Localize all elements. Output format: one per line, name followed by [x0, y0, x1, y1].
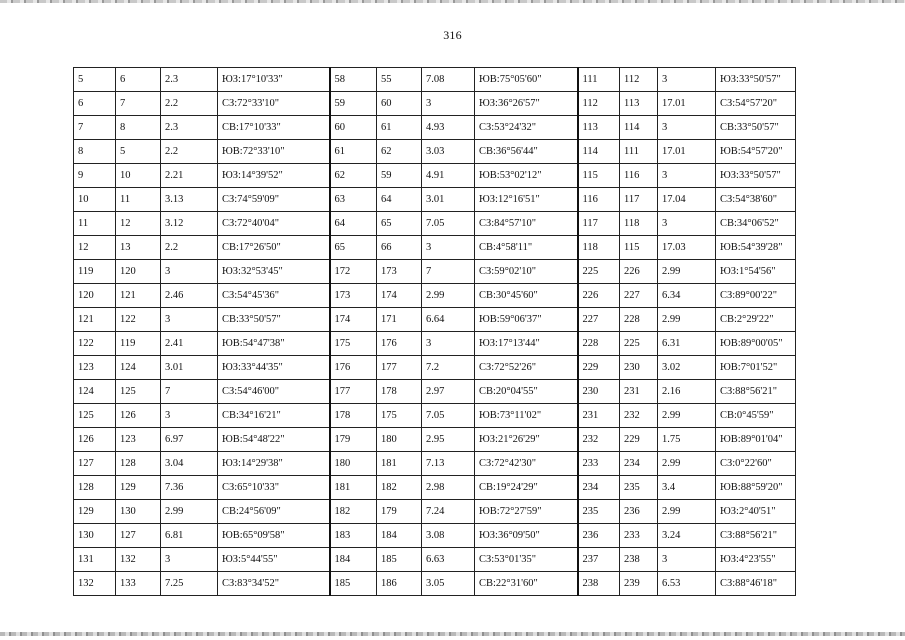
cell-bearing: ЮВ:89°01'04" [716, 428, 796, 452]
cell-bearing: ЮВ:65°09'58" [218, 524, 330, 548]
cell-distance: 6.34 [658, 284, 716, 308]
cell-point-to: 118 [620, 212, 658, 236]
cell-point-from: 111 [578, 68, 620, 92]
cell-bearing: СЗ:53°01'35" [475, 548, 578, 572]
cell-point-to: 127 [116, 524, 161, 548]
cell-distance: 3.05 [422, 572, 475, 596]
cell-distance: 3 [658, 68, 716, 92]
cell-distance: 2.95 [422, 428, 475, 452]
cell-point-from: 59 [330, 92, 377, 116]
cell-distance: 6.63 [422, 548, 475, 572]
cell-point-to: 180 [377, 428, 422, 452]
cell-point-from: 184 [330, 548, 377, 572]
cell-point-from: 10 [74, 188, 116, 212]
cell-point-from: 63 [330, 188, 377, 212]
cell-distance: 17.04 [658, 188, 716, 212]
cell-point-from: 113 [578, 116, 620, 140]
cell-point-to: 227 [620, 284, 658, 308]
cell-point-from: 121 [74, 308, 116, 332]
cell-point-from: 120 [74, 284, 116, 308]
cell-point-from: 228 [578, 332, 620, 356]
cell-point-from: 9 [74, 164, 116, 188]
cell-point-from: 118 [578, 236, 620, 260]
cell-distance: 7.05 [422, 212, 475, 236]
table-row [74, 500, 796, 524]
cell-point-to: 55 [377, 68, 422, 92]
scan-edge-bottom [0, 632, 905, 636]
cell-point-to: 11 [116, 188, 161, 212]
cell-distance: 7.2 [422, 356, 475, 380]
cell-distance: 6.53 [658, 572, 716, 596]
cell-bearing: СВ:17°10'33" [218, 116, 330, 140]
cell-point-from: 231 [578, 404, 620, 428]
cell-point-from: 229 [578, 356, 620, 380]
cell-bearing: ЮЗ:12°16'51" [475, 188, 578, 212]
cell-point-to: 182 [377, 476, 422, 500]
cell-point-from: 112 [578, 92, 620, 116]
cell-point-from: 123 [74, 356, 116, 380]
cell-bearing: ЮВ:54°57'20" [716, 140, 796, 164]
table-row [74, 356, 796, 380]
table-row [74, 380, 796, 404]
cell-distance: 3.08 [422, 524, 475, 548]
cell-distance: 2.99 [658, 260, 716, 284]
cell-bearing: ЮВ:75°05'60" [475, 68, 578, 92]
cell-bearing: ЮЗ:36°26'57" [475, 92, 578, 116]
cell-point-to: 132 [116, 548, 161, 572]
cell-point-from: 114 [578, 140, 620, 164]
cell-point-from: 7 [74, 116, 116, 140]
cell-distance: 3 [422, 92, 475, 116]
cell-bearing: СВ:20°04'55" [475, 380, 578, 404]
cell-bearing: ЮВ:54°48'22" [218, 428, 330, 452]
cell-point-to: 62 [377, 140, 422, 164]
cell-point-from: 12 [74, 236, 116, 260]
cell-point-to: 5 [116, 140, 161, 164]
cell-point-to: 112 [620, 68, 658, 92]
cell-bearing: ЮВ:54°47'38" [218, 332, 330, 356]
cell-point-to: 228 [620, 308, 658, 332]
cell-distance: 2.41 [161, 332, 218, 356]
cell-bearing: СВ:17°26'50" [218, 236, 330, 260]
cell-bearing: СЗ:72°33'10" [218, 92, 330, 116]
cell-point-to: 61 [377, 116, 422, 140]
cell-point-to: 116 [620, 164, 658, 188]
cell-point-to: 184 [377, 524, 422, 548]
cell-point-from: 62 [330, 164, 377, 188]
table-row [74, 428, 796, 452]
cell-distance: 2.46 [161, 284, 218, 308]
cell-point-from: 130 [74, 524, 116, 548]
cell-point-to: 125 [116, 380, 161, 404]
cell-distance: 7.25 [161, 572, 218, 596]
cell-distance: 3.12 [161, 212, 218, 236]
cell-point-to: 128 [116, 452, 161, 476]
cell-bearing: ЮВ:89°00'05" [716, 332, 796, 356]
cell-point-from: 131 [74, 548, 116, 572]
cell-point-from: 116 [578, 188, 620, 212]
cell-point-from: 233 [578, 452, 620, 476]
cell-point-to: 122 [116, 308, 161, 332]
cell-bearing: СВ:34°16'21" [218, 404, 330, 428]
table-row [74, 476, 796, 500]
cell-point-to: 7 [116, 92, 161, 116]
table-row [74, 260, 796, 284]
cell-distance: 7.05 [422, 404, 475, 428]
cell-point-from: 185 [330, 572, 377, 596]
cell-bearing: ЮЗ:17°13'44" [475, 332, 578, 356]
cell-point-from: 183 [330, 524, 377, 548]
cell-point-from: 58 [330, 68, 377, 92]
cell-distance: 2.16 [658, 380, 716, 404]
cell-distance: 3.04 [161, 452, 218, 476]
cell-point-from: 172 [330, 260, 377, 284]
cell-point-to: 226 [620, 260, 658, 284]
cell-distance: 3.02 [658, 356, 716, 380]
cell-point-from: 60 [330, 116, 377, 140]
table-row [74, 332, 796, 356]
cell-point-from: 125 [74, 404, 116, 428]
cell-point-from: 126 [74, 428, 116, 452]
cell-distance: 3 [658, 116, 716, 140]
cell-bearing: СЗ:54°38'60" [716, 188, 796, 212]
cell-distance: 7.08 [422, 68, 475, 92]
cell-distance: 2.99 [161, 500, 218, 524]
cell-distance: 3 [422, 236, 475, 260]
cell-point-from: 115 [578, 164, 620, 188]
cell-point-to: 64 [377, 188, 422, 212]
cell-bearing: СЗ:65°10'33" [218, 476, 330, 500]
cell-distance: 3.13 [161, 188, 218, 212]
table-row [74, 284, 796, 308]
cell-bearing: ЮВ:72°27'59" [475, 500, 578, 524]
cell-bearing: СЗ:72°52'26" [475, 356, 578, 380]
cell-bearing: ЮЗ:4°23'55" [716, 548, 796, 572]
cell-bearing: СВ:24°56'09" [218, 500, 330, 524]
cell-bearing: СЗ:88°56'21" [716, 380, 796, 404]
cell-distance: 6.97 [161, 428, 218, 452]
cell-bearing: СЗ:0°22'60" [716, 452, 796, 476]
cell-distance: 2.2 [161, 92, 218, 116]
cell-point-to: 236 [620, 500, 658, 524]
cell-point-to: 231 [620, 380, 658, 404]
cell-point-to: 59 [377, 164, 422, 188]
cell-distance: 2.99 [658, 404, 716, 428]
cell-point-to: 178 [377, 380, 422, 404]
table-row [74, 116, 796, 140]
cell-distance: 7.24 [422, 500, 475, 524]
cell-point-from: 230 [578, 380, 620, 404]
cell-bearing: СЗ:88°56'21" [716, 524, 796, 548]
cell-distance: 2.99 [658, 452, 716, 476]
cell-point-to: 129 [116, 476, 161, 500]
cell-point-to: 126 [116, 404, 161, 428]
cell-point-from: 175 [330, 332, 377, 356]
cell-point-to: 13 [116, 236, 161, 260]
cell-point-from: 234 [578, 476, 620, 500]
cell-point-to: 121 [116, 284, 161, 308]
cell-bearing: ЮЗ:36°09'50" [475, 524, 578, 548]
cell-point-from: 129 [74, 500, 116, 524]
cell-bearing: СЗ:54°46'00" [218, 380, 330, 404]
cell-bearing: ЮВ:88°59'20" [716, 476, 796, 500]
cell-point-from: 225 [578, 260, 620, 284]
cell-distance: 2.97 [422, 380, 475, 404]
cell-point-from: 180 [330, 452, 377, 476]
cell-point-from: 8 [74, 140, 116, 164]
cell-point-from: 132 [74, 572, 116, 596]
cell-point-from: 226 [578, 284, 620, 308]
cell-point-from: 122 [74, 332, 116, 356]
cell-point-from: 61 [330, 140, 377, 164]
cell-distance: 6.31 [658, 332, 716, 356]
cell-point-to: 123 [116, 428, 161, 452]
cell-distance: 6.64 [422, 308, 475, 332]
table-row [74, 548, 796, 572]
cell-distance: 4.93 [422, 116, 475, 140]
cell-point-from: 124 [74, 380, 116, 404]
cell-bearing: ЮВ:72°33'10" [218, 140, 330, 164]
cell-point-from: 237 [578, 548, 620, 572]
cell-point-to: 232 [620, 404, 658, 428]
cell-bearing: СВ:2°29'22" [716, 308, 796, 332]
cell-bearing: СВ:34°06'52" [716, 212, 796, 236]
page-number: 316 [443, 28, 462, 42]
cell-distance: 2.21 [161, 164, 218, 188]
cell-distance: 3 [658, 212, 716, 236]
cell-point-to: 114 [620, 116, 658, 140]
cell-bearing: ЮЗ:32°53'45" [218, 260, 330, 284]
cell-point-to: 10 [116, 164, 161, 188]
cell-point-to: 181 [377, 452, 422, 476]
cell-distance: 2.99 [658, 308, 716, 332]
cell-bearing: СЗ:54°57'20" [716, 92, 796, 116]
cell-point-to: 130 [116, 500, 161, 524]
cell-point-to: 65 [377, 212, 422, 236]
cell-point-from: 177 [330, 380, 377, 404]
cell-point-from: 178 [330, 404, 377, 428]
cell-bearing: ЮЗ:1°54'56" [716, 260, 796, 284]
cell-bearing: ЮВ:54°39'28" [716, 236, 796, 260]
table-row [74, 92, 796, 116]
cell-point-to: 6 [116, 68, 161, 92]
scan-edge-top [0, 0, 905, 3]
cell-point-to: 124 [116, 356, 161, 380]
cell-bearing: ЮЗ:33°50'57" [716, 164, 796, 188]
cell-distance: 1.75 [658, 428, 716, 452]
cell-distance: 3 [422, 332, 475, 356]
cell-point-to: 133 [116, 572, 161, 596]
cell-point-from: 174 [330, 308, 377, 332]
cell-bearing: ЮЗ:14°29'38" [218, 452, 330, 476]
cell-distance: 3 [658, 548, 716, 572]
cell-point-to: 171 [377, 308, 422, 332]
cell-distance: 2.3 [161, 116, 218, 140]
cell-point-from: 127 [74, 452, 116, 476]
cell-distance: 2.2 [161, 236, 218, 260]
cell-point-from: 117 [578, 212, 620, 236]
cell-bearing: ЮЗ:33°44'35" [218, 356, 330, 380]
cell-bearing: СЗ:89°00'22" [716, 284, 796, 308]
cell-distance: 7.36 [161, 476, 218, 500]
cell-point-to: 119 [116, 332, 161, 356]
cell-distance: 3 [161, 308, 218, 332]
cell-point-from: 173 [330, 284, 377, 308]
table-row [74, 140, 796, 164]
cell-distance: 4.91 [422, 164, 475, 188]
cell-point-from: 176 [330, 356, 377, 380]
cell-bearing: СВ:33°50'57" [716, 116, 796, 140]
cell-distance: 3.01 [422, 188, 475, 212]
table-row [74, 452, 796, 476]
cell-bearing: СВ:4°58'11" [475, 236, 578, 260]
cell-distance: 3.24 [658, 524, 716, 548]
cell-point-to: 234 [620, 452, 658, 476]
cell-point-from: 6 [74, 92, 116, 116]
table-row [74, 188, 796, 212]
cell-point-from: 128 [74, 476, 116, 500]
cell-distance: 2.99 [422, 284, 475, 308]
cell-point-to: 179 [377, 500, 422, 524]
cell-point-from: 181 [330, 476, 377, 500]
cell-bearing: ЮЗ:33°50'57" [716, 68, 796, 92]
table-body [74, 68, 796, 596]
cell-bearing: СЗ:72°42'30" [475, 452, 578, 476]
cell-bearing: ЮЗ:5°44'55" [218, 548, 330, 572]
cell-point-to: 120 [116, 260, 161, 284]
cell-point-to: 176 [377, 332, 422, 356]
cell-bearing: СЗ:59°02'10" [475, 260, 578, 284]
cell-bearing: СЗ:72°40'04" [218, 212, 330, 236]
cell-point-from: 179 [330, 428, 377, 452]
cell-distance: 7 [161, 380, 218, 404]
table-row [74, 572, 796, 596]
cell-distance: 2.99 [658, 500, 716, 524]
table-row [74, 68, 796, 92]
cell-point-to: 239 [620, 572, 658, 596]
cell-distance: 3 [161, 548, 218, 572]
cell-distance: 17.01 [658, 140, 716, 164]
table-row [74, 212, 796, 236]
cell-point-to: 229 [620, 428, 658, 452]
table-row [74, 236, 796, 260]
cell-bearing: СЗ:53°24'32" [475, 116, 578, 140]
cell-point-from: 235 [578, 500, 620, 524]
cell-distance: 7.13 [422, 452, 475, 476]
cell-point-to: 230 [620, 356, 658, 380]
cell-point-to: 175 [377, 404, 422, 428]
cell-bearing: СЗ:74°59'09" [218, 188, 330, 212]
table-row [74, 164, 796, 188]
cell-point-to: 233 [620, 524, 658, 548]
cell-distance: 17.03 [658, 236, 716, 260]
cell-point-to: 115 [620, 236, 658, 260]
cell-bearing: СЗ:88°46'18" [716, 572, 796, 596]
table-row [74, 308, 796, 332]
cell-point-to: 177 [377, 356, 422, 380]
cell-point-to: 185 [377, 548, 422, 572]
cell-bearing: СЗ:83°34'52" [218, 572, 330, 596]
cell-point-to: 174 [377, 284, 422, 308]
cell-point-to: 60 [377, 92, 422, 116]
cell-bearing: СВ:0°45'59" [716, 404, 796, 428]
cell-bearing: СВ:36°56'44" [475, 140, 578, 164]
cell-bearing: ЮЗ:2°40'51" [716, 500, 796, 524]
cell-distance: 6.81 [161, 524, 218, 548]
cell-point-from: 11 [74, 212, 116, 236]
cell-point-from: 64 [330, 212, 377, 236]
cell-bearing: СЗ:84°57'10" [475, 212, 578, 236]
cell-bearing: ЮЗ:17°10'33" [218, 68, 330, 92]
cell-bearing: СВ:30°45'60" [475, 284, 578, 308]
cell-point-to: 186 [377, 572, 422, 596]
cell-bearing: ЮЗ:14°39'52" [218, 164, 330, 188]
cell-distance: 3 [161, 404, 218, 428]
cell-distance: 2.3 [161, 68, 218, 92]
cell-bearing: СВ:33°50'57" [218, 308, 330, 332]
cell-bearing: ЮЗ:21°26'29" [475, 428, 578, 452]
cell-point-to: 173 [377, 260, 422, 284]
cell-point-from: 119 [74, 260, 116, 284]
cell-distance: 2.2 [161, 140, 218, 164]
cell-distance: 3.03 [422, 140, 475, 164]
cell-point-to: 12 [116, 212, 161, 236]
cell-point-from: 232 [578, 428, 620, 452]
cell-distance: 3 [161, 260, 218, 284]
cell-point-to: 8 [116, 116, 161, 140]
cell-point-from: 227 [578, 308, 620, 332]
cell-point-from: 5 [74, 68, 116, 92]
cell-distance: 2.98 [422, 476, 475, 500]
table-row [74, 524, 796, 548]
cell-point-to: 113 [620, 92, 658, 116]
cell-bearing: ЮВ:53°02'12" [475, 164, 578, 188]
cell-point-to: 117 [620, 188, 658, 212]
cell-point-to: 111 [620, 140, 658, 164]
cell-distance: 3.4 [658, 476, 716, 500]
cell-point-from: 182 [330, 500, 377, 524]
cell-distance: 17.01 [658, 92, 716, 116]
cell-distance: 7 [422, 260, 475, 284]
cell-point-from: 65 [330, 236, 377, 260]
cell-point-to: 225 [620, 332, 658, 356]
cell-point-to: 66 [377, 236, 422, 260]
cell-bearing: ЮВ:73°11'02" [475, 404, 578, 428]
cell-point-to: 238 [620, 548, 658, 572]
cell-point-to: 235 [620, 476, 658, 500]
cell-bearing: ЮВ:59°06'37" [475, 308, 578, 332]
cell-distance: 3 [658, 164, 716, 188]
table-row [74, 404, 796, 428]
cell-distance: 3.01 [161, 356, 218, 380]
survey-coordinates-table [73, 67, 796, 596]
cell-bearing: СЗ:54°45'36" [218, 284, 330, 308]
cell-bearing: ЮВ:7°01'52" [716, 356, 796, 380]
cell-bearing: СВ:22°31'60" [475, 572, 578, 596]
cell-point-from: 238 [578, 572, 620, 596]
cell-point-from: 236 [578, 524, 620, 548]
cell-bearing: СВ:19°24'29" [475, 476, 578, 500]
